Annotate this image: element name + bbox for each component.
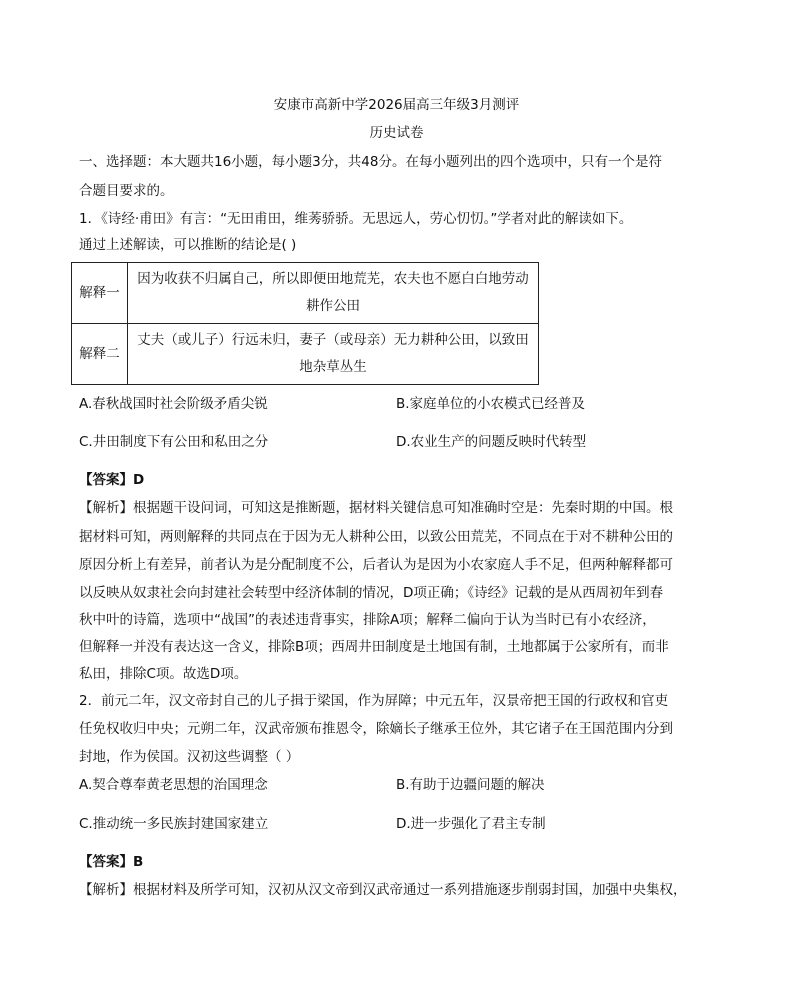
- table-row-text: 因为收获不归属自己，所以即便田地荒芜，农夫也不愿白白地劳动耕作公田: [128, 263, 539, 324]
- table-row-text: 丈夫（或儿子）行远未归，妻子（或母亲）无力耕种公田，以致田地杂草丛生: [128, 324, 539, 385]
- table-row: [72, 324, 539, 385]
- option-b: B.家庭单位的小农模式已经普及: [396, 396, 586, 412]
- option-d: D.农业生产的问题反映时代转型: [396, 434, 587, 450]
- interpretation-table: [71, 262, 539, 385]
- table-row-head: 解释二: [72, 324, 128, 385]
- exam-subtitle: 历史试卷: [369, 125, 424, 141]
- analysis-block: 【解析】根据材料及所学可知，汉初从汉文帝到汉武帝通过一系列措施逐步削弱封国，加强中央集权，: [79, 882, 687, 898]
- table-row: [72, 263, 539, 324]
- option-a: A.春秋战国时社会阶级矛盾尖锐: [79, 396, 268, 412]
- question-1-stem-line2: 通过上述解读，可以推断的结论是( ): [79, 237, 297, 253]
- answer-label: 【答案】B: [79, 854, 144, 870]
- answer-label: 【答案】D: [79, 472, 145, 488]
- option-a: A.契合尊奉黄老思想的治国理念: [79, 777, 268, 793]
- option-c: C.推动统一多民族封建国家建立: [79, 816, 269, 832]
- table-row-head: 解释一: [72, 263, 128, 324]
- option-c: C.井田制度下有公田和私田之分: [79, 434, 269, 450]
- option-d: D.进一步强化了君主专制: [396, 816, 546, 832]
- option-b: B.有助于边疆问题的解决: [396, 777, 545, 793]
- exam-title: 安康市高新中学2026届高三年级3月测评: [273, 97, 520, 113]
- question-1-stem-line1: 1．《诗经·甫田》有言：“无田甫田，维莠骄骄。无思远人，劳心忉忉。”学者对此的解读如下。: [79, 211, 633, 227]
